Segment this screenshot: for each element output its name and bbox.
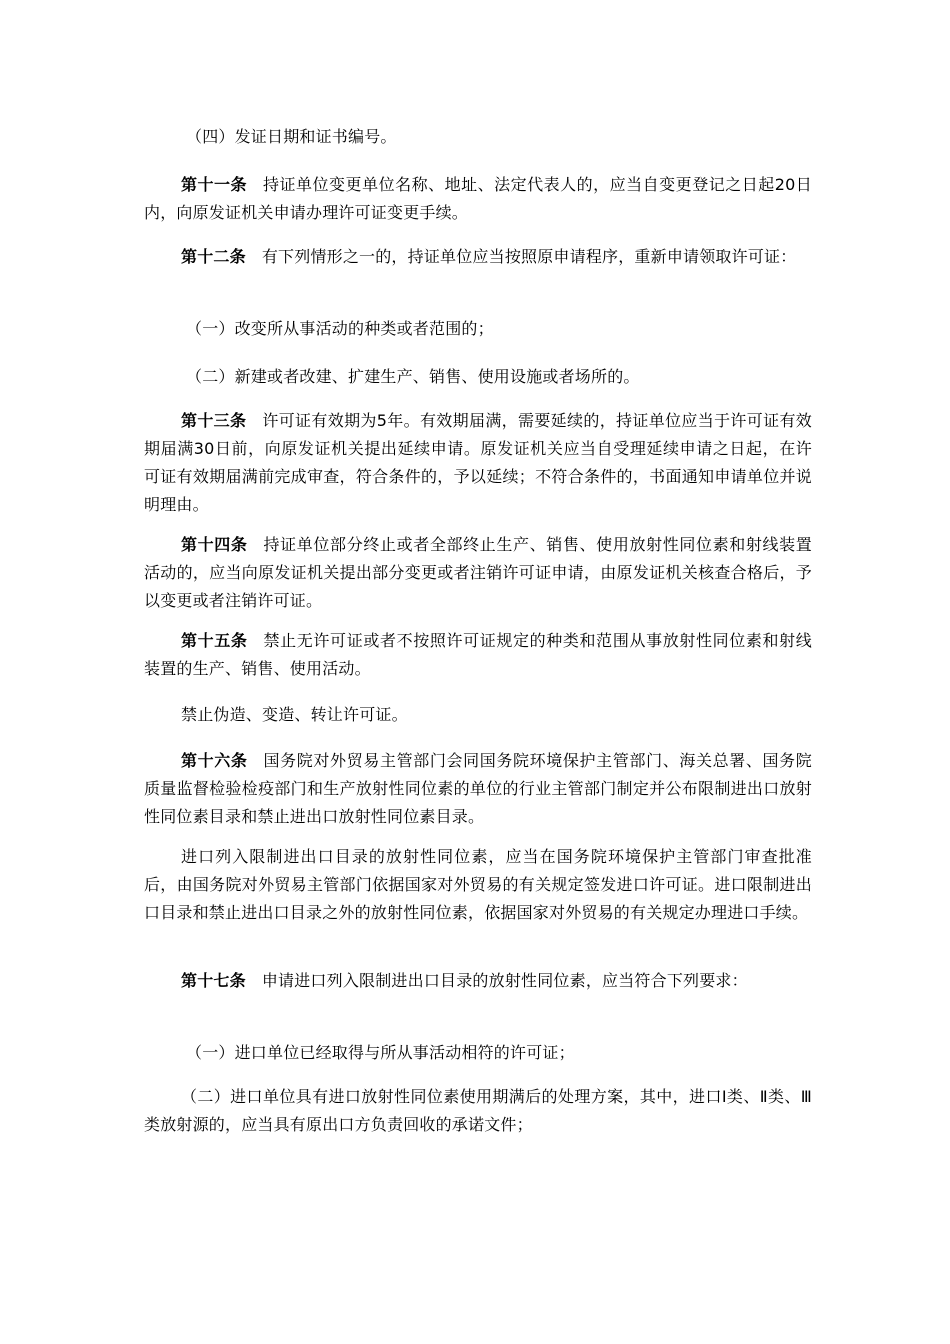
article-number: 第十四条 [181,535,248,554]
item-4-issue-date: （四）发证日期和证书编号。 [186,127,397,146]
article-number: 第十六条 [181,751,248,770]
article-number: 第十七条 [181,971,246,990]
paragraph: 禁止伪造、变造、转让许可证。 [181,705,408,724]
article-13: 第十三条 许可证有效期为5年。有效期届满，需要延续的，持证单位应当于许可证有效期届满30日前，向原发证机关提出延续申请。原发证机关应当自受理延续申请之日起，在许可证有效期届满前完成审查，符合条件的，予以延续；不符合条件的，书面通知申请单位并说明理由。 [144,411,812,514]
list-item: （一）改变所从事活动的种类或者范围的； [186,319,494,338]
article-16: 第十六条 国务院对外贸易主管部门会同国务院环境保护主管部门、海关总署、国务院质量监督检验检疫部门和生产放射性同位素的单位的行业主管部门制定并公布限制进出口放射性同位素目录和禁止进出口放射性同位素目录。 [144,751,812,826]
article-11: 第十一条 持证单位变更单位名称、地址、法定代表人的，应当自变更登记之日起20日内，向原发证机关申请办理许可证变更手续。 [144,175,812,222]
article-12: 第十二条 有下列情形之一的，持证单位应当按照原申请程序，重新申请领取许可证： [181,247,797,266]
list-item: （二）新建或者改建、扩建生产、销售、使用设施或者场所的。 [186,367,640,386]
article-17: 第十七条 申请进口列入限制进出口目录的放射性同位素，应当符合下列要求： [181,971,748,990]
article-number: 第十一条 [181,175,248,194]
paragraph: 进口列入限制进出口目录的放射性同位素，应当在国务院环境保护主管部门审查批准后，由国务院对外贸易主管部门依据国家对外贸易的有关规定签发进口许可证。进口限制进出口目录和禁止进出口目录之外的放射性同位素，依据国家对外贸易的有关规定办理进口手续。 [144,847,812,922]
list-item: （一）进口单位已经取得与所从事活动相符的许可证； [186,1043,575,1062]
list-item: （二）进口单位具有进口放射性同位素使用期满后的处理方案，其中，进口Ⅰ类、Ⅱ类、Ⅲ类放射源的，应当具有原出口方负责回收的承诺文件； [144,1087,812,1134]
article-number: 第十五条 [181,631,248,650]
article-14: 第十四条 持证单位部分终止或者全部终止生产、销售、使用放射性同位素和射线装置活动的，应当向原发证机关提出部分变更或者注销许可证申请，由原发证机关核查合格后，予以变更或者注销许可证。 [144,535,812,610]
article-number: 第十三条 [181,411,247,430]
article-number: 第十二条 [181,247,246,266]
article-15: 第十五条 禁止无许可证或者不按照许可证规定的种类和范围从事放射性同位素和射线装置的生产、销售、使用活动。 [144,631,812,678]
